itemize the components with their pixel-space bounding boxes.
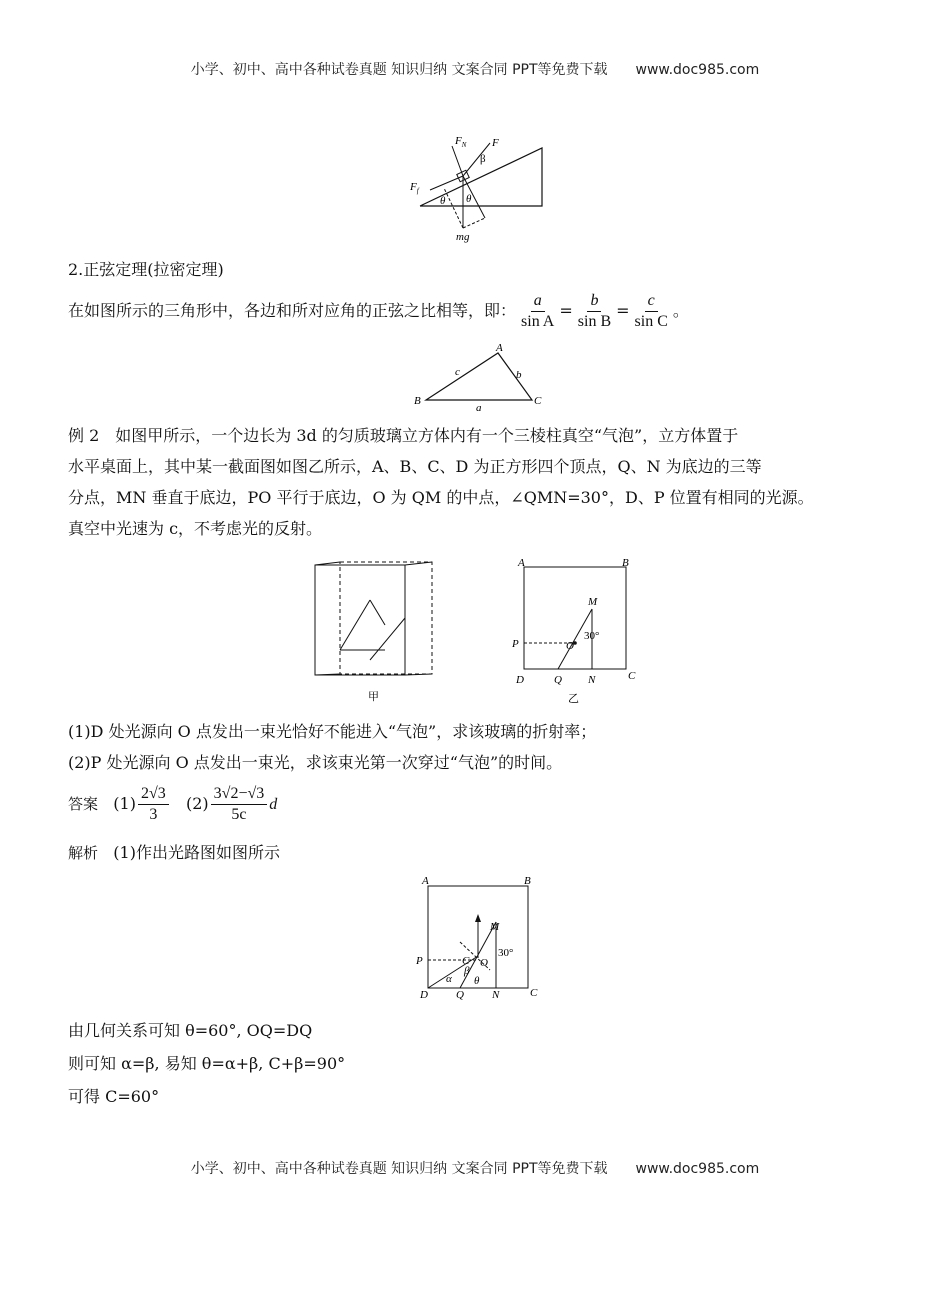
- svg-text:M: M: [588, 596, 598, 608]
- section-title-sine-law: 2.正弦定理(拉密定理): [68, 260, 224, 279]
- derivation: 由几何关系可知 θ=60°, OQ=DQ 则可知 α=β, 易知 θ=α+β, C+β=90° 可得 C=60°: [68, 1021, 346, 1106]
- svg-text:M: M: [490, 921, 500, 933]
- question-list: [68, 716, 596, 778]
- svg-text:C: C: [530, 987, 538, 999]
- sine-law-statement: 在如图所示的三角形中，各边和所对应角的正弦之比相等，即： $\frac{a}{\text{sin A}}$ = $\frac{b}{\text{sin B}}$ = $\frac{c}{\text{sin C}}$ 。: [68, 292, 689, 330]
- svg-text:D: D: [516, 674, 524, 686]
- svg-text:θ: θ: [466, 193, 472, 205]
- triangle-diagram: [410, 340, 550, 415]
- header-text: 小学、初中、高中各种试卷真题 知识归纳 文案合同 PPT等免费下载: [190, 62, 608, 78]
- figure-jia-cube: [310, 560, 440, 710]
- page-header: [0, 59, 950, 79]
- svg-text:A: A: [422, 875, 429, 887]
- svg-text:Ff: $F_f$: [410, 181, 419, 195]
- page-footer: [0, 1158, 950, 1178]
- svg-text:甲: 甲: [368, 691, 379, 703]
- footer-text: 小学、初中、高中各种试卷真题 知识归纳 文案合同 PPT等免费下载: [190, 1161, 608, 1177]
- svg-text:30°: 30°: [584, 630, 600, 642]
- answer: 答案 (1) $\frac{2√3}{3}$ (2) $\frac{3√2-√3}{5c}$ d: [68, 785, 278, 823]
- svg-text:α: α: [446, 973, 452, 985]
- svg-text:C: C: [534, 395, 542, 407]
- light-path-diagram: [410, 872, 550, 1002]
- svg-text:乙: 乙: [568, 693, 579, 705]
- figure-yi-section: [510, 555, 640, 710]
- analysis: 解析 (1)作出光路图如图所示: [68, 843, 280, 862]
- svg-text:D: D: [420, 989, 428, 1001]
- svg-text:F: F: [492, 137, 499, 149]
- svg-text:N: N: [492, 989, 500, 1001]
- svg-text:FN: $F_N$: [455, 135, 467, 149]
- svg-text:Q: Q: [456, 989, 464, 1001]
- svg-text:c: c: [455, 366, 460, 378]
- svg-text:b: b: [516, 369, 522, 381]
- svg-text:mg: mg: [456, 231, 470, 243]
- svg-text:P: P: [416, 955, 423, 967]
- question-1: (1)D 处光源向 O 点发出一束光恰好不能进入“气泡”，求该玻璃的折射率；: [68, 722, 597, 741]
- svg-text:θ: θ: [440, 195, 446, 207]
- svg-text:O: O: [566, 640, 574, 652]
- svg-text:Q: Q: [554, 674, 562, 686]
- svg-text:A: A: [518, 557, 525, 569]
- question-2: (2)P 处光源向 O 点发出一束光，求该束光第一次穿过“气泡”的时间。: [68, 753, 563, 772]
- svg-text:B: B: [414, 395, 421, 407]
- example-2-text: 例 2 如图甲所示，一个边长为 3d 的匀质玻璃立方体内有一个三棱柱真空“气泡”，立方体置于 水平桌面上，其中某一截面图如图乙所示，A、B、C、D 为正方形四个顶点，Q、N 为底边的三等 分点，MN 垂直于底边，PO 平行于底边，O 为 QM 的中点，∠QMN=30°，D、P 位置有相同的光源。 真空中光速为 c，不考虑光的反射。: [68, 426, 814, 538]
- svg-text:P: P: [512, 638, 519, 650]
- svg-text:C: C: [628, 670, 636, 682]
- svg-text:A: A: [496, 342, 503, 354]
- svg-text:C: C: [462, 955, 470, 967]
- svg-text:β: β: [464, 965, 470, 977]
- svg-text:B: B: [524, 875, 531, 887]
- svg-text:N: N: [588, 674, 596, 686]
- svg-text:a: a: [476, 402, 482, 414]
- footer-url: www.doc985.com: [635, 1161, 760, 1177]
- svg-text:B: B: [622, 557, 629, 569]
- svg-text:θ: θ: [474, 975, 480, 987]
- svg-text:O: O: [480, 957, 488, 969]
- svg-text:β: β: [480, 153, 486, 165]
- incline-force-diagram: [400, 128, 550, 243]
- header-url: www.doc985.com: [635, 62, 760, 78]
- svg-text:30°: 30°: [498, 947, 514, 959]
